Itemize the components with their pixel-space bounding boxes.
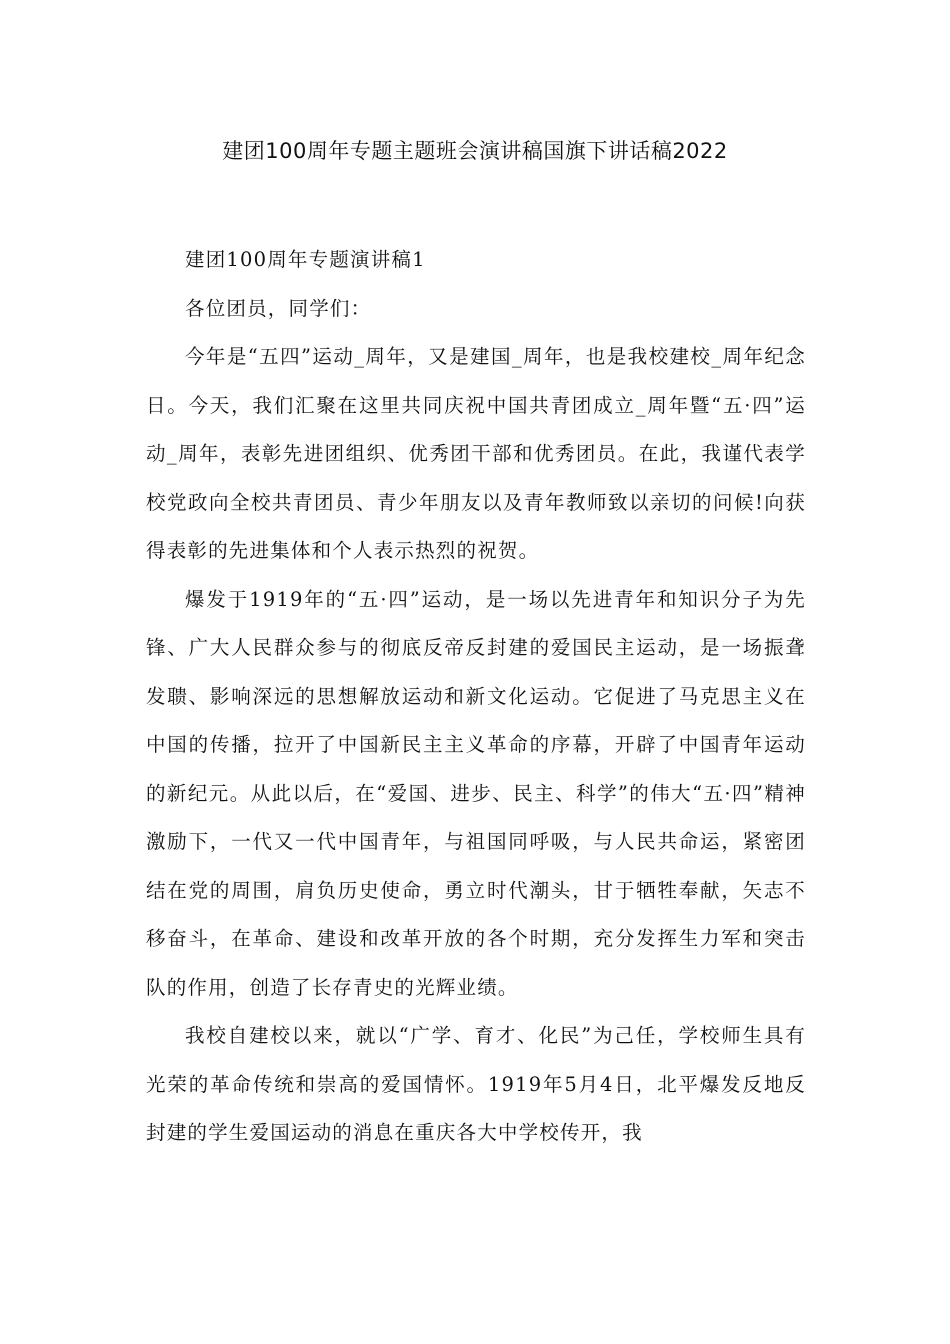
salutation: 各位团员，同学们：	[185, 296, 372, 320]
document-title: 建团100周年专题主题班会演讲稿国旗下讲话稿2022	[222, 139, 728, 163]
paragraph-opening: 今年是“五四”运动_周年，又是建国_周年，也是我校建校_周年纪念日。今天，我们汇聚在这里共同庆祝中国共青团成立_周年暨“五·四”运动_周年，表彰先进团组织、优秀团干部和优秀团员。在此，我谨代表学校党政向全校共青团员、青少年朋友以及青年教师致以亲切的问候!向获得表彰的先进集体和个人表示热烈的祝贺。	[146, 345, 806, 562]
speech-heading: 建团100周年专题演讲稿1	[185, 248, 426, 271]
document-body	[146, 236, 806, 1158]
paragraph-may-fourth-history: 爆发于1919年的“五·四”运动，是一场以先进青年和知识分子为先锋、广大人民群众参与的彻底反帝反封建的爱国民主运动，是一场振聋发聩、影响深远的思想解放运动和新文化运动。它促进了马克思主义在中国的传播，拉开了中国新民主主义革命的序幕，开辟了中国青年运动的新纪元。从此以后，在“爱国、进步、民主、科学”的伟大“五·四”精神激励下，一代又一代中国青年，与祖国同呼吸，与人民共命运，紧密团结在党的周围，肩负历史使命，勇立时代潮头，甘于牺牲奉献，矢志不移奋斗，在革命、建设和改革开放的各个时期，充分发挥生力军和突击队的作用，创造了长存青史的光辉业绩。	[146, 587, 806, 999]
paragraph-school-tradition: 我校自建校以来，就以“广学、育才、化民”为己任，学校师生具有光荣的革命传统和崇高的爱国情怀。1919年5月4日，北平爆发反地反封建的学生爱国运动的消息在重庆各大中学校传开，我	[146, 1024, 806, 1144]
